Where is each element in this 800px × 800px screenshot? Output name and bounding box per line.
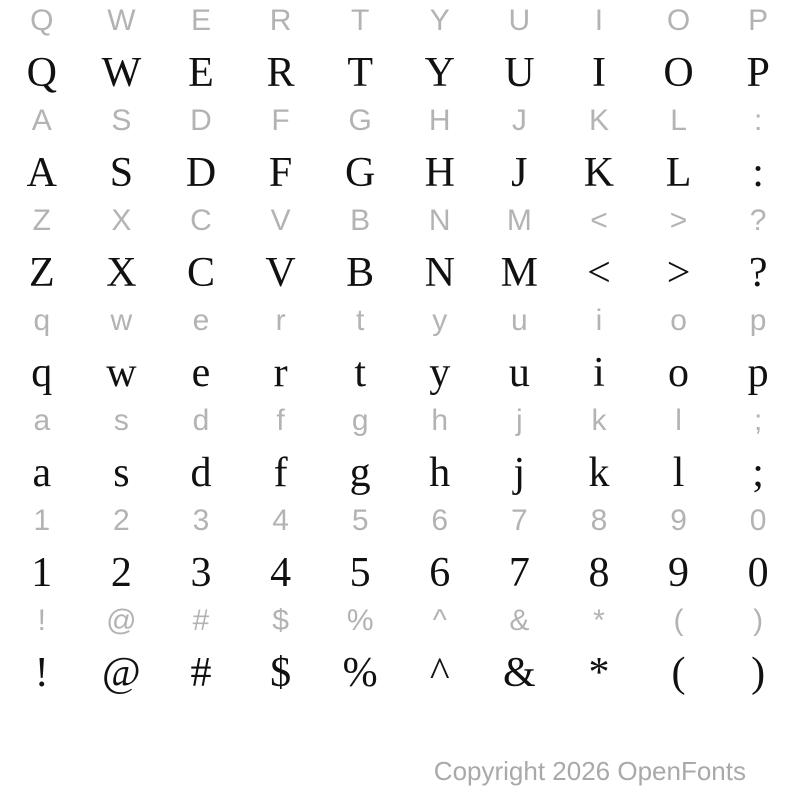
- glyph-cell: X: [111, 204, 132, 237]
- glyph-cell: :: [752, 150, 764, 196]
- glyph-cell: K: [583, 150, 615, 196]
- glyph-cell: h: [431, 404, 449, 437]
- specimen-row-serif: [2, 52, 798, 94]
- glyph-cell: A: [26, 150, 57, 196]
- glyph-cell: ^: [432, 604, 447, 637]
- glyph-cell: *: [593, 604, 605, 637]
- glyph-cell: E: [188, 50, 214, 96]
- glyph-cell: J: [511, 104, 527, 137]
- glyph-cell: W: [101, 50, 142, 96]
- glyph-cell: Y: [424, 50, 455, 96]
- specimen-row-gray: [2, 6, 798, 36]
- glyph-cell: k: [591, 404, 607, 437]
- glyph-cell: j: [513, 450, 526, 496]
- glyph-cell: q: [31, 350, 53, 396]
- glyph-cell: !: [37, 604, 46, 637]
- glyph-cell: 8: [588, 550, 610, 596]
- glyph-cell: D: [190, 104, 212, 137]
- glyph-cell: ^: [429, 650, 450, 696]
- glyph-cell: 0: [749, 504, 767, 537]
- glyph-cell: *: [588, 650, 610, 696]
- glyph-cell: s: [113, 450, 130, 496]
- glyph-cell: o: [670, 304, 687, 337]
- glyph-cell: X: [106, 250, 137, 296]
- glyph-cell: 7: [508, 550, 530, 596]
- glyph-cell: >: [666, 250, 691, 296]
- glyph-cell: ): [751, 650, 766, 696]
- glyph-cell: d: [192, 404, 210, 437]
- glyph-cell: K: [588, 104, 609, 137]
- glyph-cell: &: [509, 604, 530, 637]
- glyph-cell: G: [345, 150, 376, 196]
- glyph-cell: l: [675, 404, 682, 437]
- glyph-cell: @: [102, 650, 141, 696]
- glyph-cell: T: [347, 50, 373, 96]
- glyph-cell: M: [500, 250, 539, 296]
- glyph-cell: Z: [28, 250, 55, 296]
- glyph-cell: h: [429, 450, 451, 496]
- glyph-cell: @: [106, 604, 137, 637]
- glyph-cell: <: [587, 250, 611, 296]
- glyph-cell: e: [191, 350, 211, 396]
- glyph-cell: F: [268, 150, 293, 196]
- glyph-cell: y: [432, 304, 448, 337]
- glyph-cell: >: [669, 204, 688, 237]
- specimen-row-gray: [2, 306, 798, 336]
- glyph-cell: 3: [192, 504, 210, 537]
- glyph-cell: N: [424, 250, 455, 296]
- specimen-row-gray: [2, 406, 798, 436]
- glyph-cell: (: [673, 604, 684, 637]
- glyph-cell: #: [190, 650, 212, 696]
- glyph-cell: O: [663, 50, 694, 96]
- glyph-cell: r: [273, 350, 288, 396]
- glyph-cell: 8: [590, 504, 608, 537]
- glyph-cell: o: [668, 350, 690, 396]
- glyph-cell: P: [748, 4, 769, 37]
- glyph-cell: R: [269, 4, 292, 37]
- glyph-cell: C: [190, 204, 212, 237]
- glyph-cell: L: [665, 150, 692, 196]
- glyph-cell: 9: [670, 504, 687, 537]
- specimen-row-gray: [2, 506, 798, 536]
- specimen-row-serif: [2, 352, 798, 394]
- glyph-cell: g: [351, 404, 369, 437]
- glyph-cell: 6: [431, 504, 449, 537]
- glyph-cell: J: [511, 150, 528, 196]
- specimen-row-serif: [2, 652, 798, 694]
- glyph-cell: I: [591, 50, 606, 96]
- glyph-cell: 6: [429, 550, 451, 596]
- glyph-cell: E: [190, 4, 211, 37]
- glyph-cell: $: [270, 650, 292, 696]
- glyph-cell: 1: [33, 504, 51, 537]
- specimen-row-serif: [2, 452, 798, 494]
- glyph-cell: ?: [749, 204, 767, 237]
- glyph-cell: 3: [190, 550, 212, 596]
- glyph-cell: %: [342, 650, 378, 696]
- glyph-cell: p: [749, 304, 767, 337]
- glyph-cell: t: [354, 350, 366, 396]
- specimen-row-serif: [2, 152, 798, 194]
- glyph-cell: ;: [752, 450, 764, 496]
- glyph-cell: D: [185, 150, 217, 196]
- glyph-cell: T: [351, 4, 370, 37]
- glyph-cell: a: [32, 450, 52, 496]
- glyph-cell: 4: [272, 504, 289, 537]
- glyph-cell: B: [350, 204, 371, 237]
- glyph-cell: B: [346, 250, 375, 296]
- glyph-cell: O: [666, 4, 691, 37]
- specimen-row-serif: [2, 252, 798, 294]
- glyph-cell: u: [511, 304, 528, 337]
- glyph-cell: t: [356, 304, 365, 337]
- glyph-cell: H: [424, 150, 455, 196]
- glyph-cell: Y: [429, 4, 450, 37]
- glyph-cell: 2: [113, 504, 130, 537]
- glyph-cell: 0: [747, 550, 769, 596]
- glyph-cell: A: [31, 104, 52, 137]
- glyph-cell: Q: [26, 50, 57, 96]
- glyph-cell: U: [508, 4, 531, 37]
- glyph-cell: R: [266, 50, 295, 96]
- glyph-cell: N: [428, 204, 451, 237]
- glyph-cell: d: [190, 450, 212, 496]
- glyph-cell: 9: [668, 550, 690, 596]
- glyph-cell: ?: [748, 250, 768, 296]
- glyph-cell: e: [192, 304, 210, 337]
- glyph-cell: p: [747, 350, 769, 396]
- glyph-cell: M: [506, 204, 532, 237]
- glyph-cell: F: [271, 104, 290, 137]
- glyph-cell: (: [671, 650, 686, 696]
- glyph-cell: 4: [270, 550, 292, 596]
- glyph-cell: f: [273, 450, 288, 496]
- glyph-cell: r: [275, 304, 286, 337]
- glyph-cell: H: [428, 104, 451, 137]
- glyph-cell: W: [107, 4, 136, 37]
- glyph-cell: :: [753, 104, 763, 137]
- glyph-cell: a: [33, 404, 51, 437]
- glyph-cell: L: [670, 104, 687, 137]
- specimen-row-gray: [2, 206, 798, 236]
- glyph-cell: &: [503, 650, 536, 696]
- copyright-text: Copyright 2026 OpenFonts: [433, 756, 746, 786]
- glyph-cell: P: [746, 50, 770, 96]
- glyph-cell: w: [106, 350, 137, 396]
- glyph-cell: g: [349, 450, 371, 496]
- glyph-cell: 7: [511, 504, 528, 537]
- glyph-cell: <: [590, 204, 608, 237]
- glyph-cell: C: [186, 250, 215, 296]
- glyph-cell: j: [516, 404, 523, 437]
- glyph-cell: i: [595, 304, 603, 337]
- glyph-cell: %: [346, 604, 374, 637]
- specimen-row-gray: [2, 106, 798, 136]
- glyph-cell: $: [272, 604, 289, 637]
- glyph-cell: U: [504, 50, 535, 96]
- glyph-cell: S: [109, 150, 134, 196]
- glyph-cell: 1: [31, 550, 53, 596]
- glyph-cell: Z: [32, 204, 51, 237]
- glyph-cell: Q: [30, 4, 54, 37]
- glyph-cell: I: [594, 4, 604, 37]
- glyph-cell: V: [270, 204, 291, 237]
- glyph-cell: y: [429, 350, 451, 396]
- glyph-cell: ): [753, 604, 764, 637]
- glyph-cell: l: [672, 450, 685, 496]
- glyph-cell: V: [265, 250, 296, 296]
- glyph-cell: q: [33, 304, 51, 337]
- glyph-cell: ;: [753, 404, 763, 437]
- glyph-cell: #: [192, 604, 210, 637]
- glyph-cell: f: [276, 404, 285, 437]
- specimen-row-serif: [2, 552, 798, 594]
- glyph-cell: 2: [110, 550, 132, 596]
- glyph-cell: !: [34, 650, 49, 696]
- glyph-cell: s: [113, 404, 129, 437]
- glyph-cell: w: [110, 304, 133, 337]
- glyph-cell: i: [593, 350, 605, 396]
- glyph-cell: G: [348, 104, 372, 137]
- specimen-row-gray: [2, 606, 798, 636]
- glyph-cell: 5: [351, 504, 369, 537]
- glyph-cell: S: [111, 104, 132, 137]
- glyph-cell: 5: [349, 550, 371, 596]
- glyph-cell: k: [588, 450, 610, 496]
- glyph-cell: u: [508, 350, 530, 396]
